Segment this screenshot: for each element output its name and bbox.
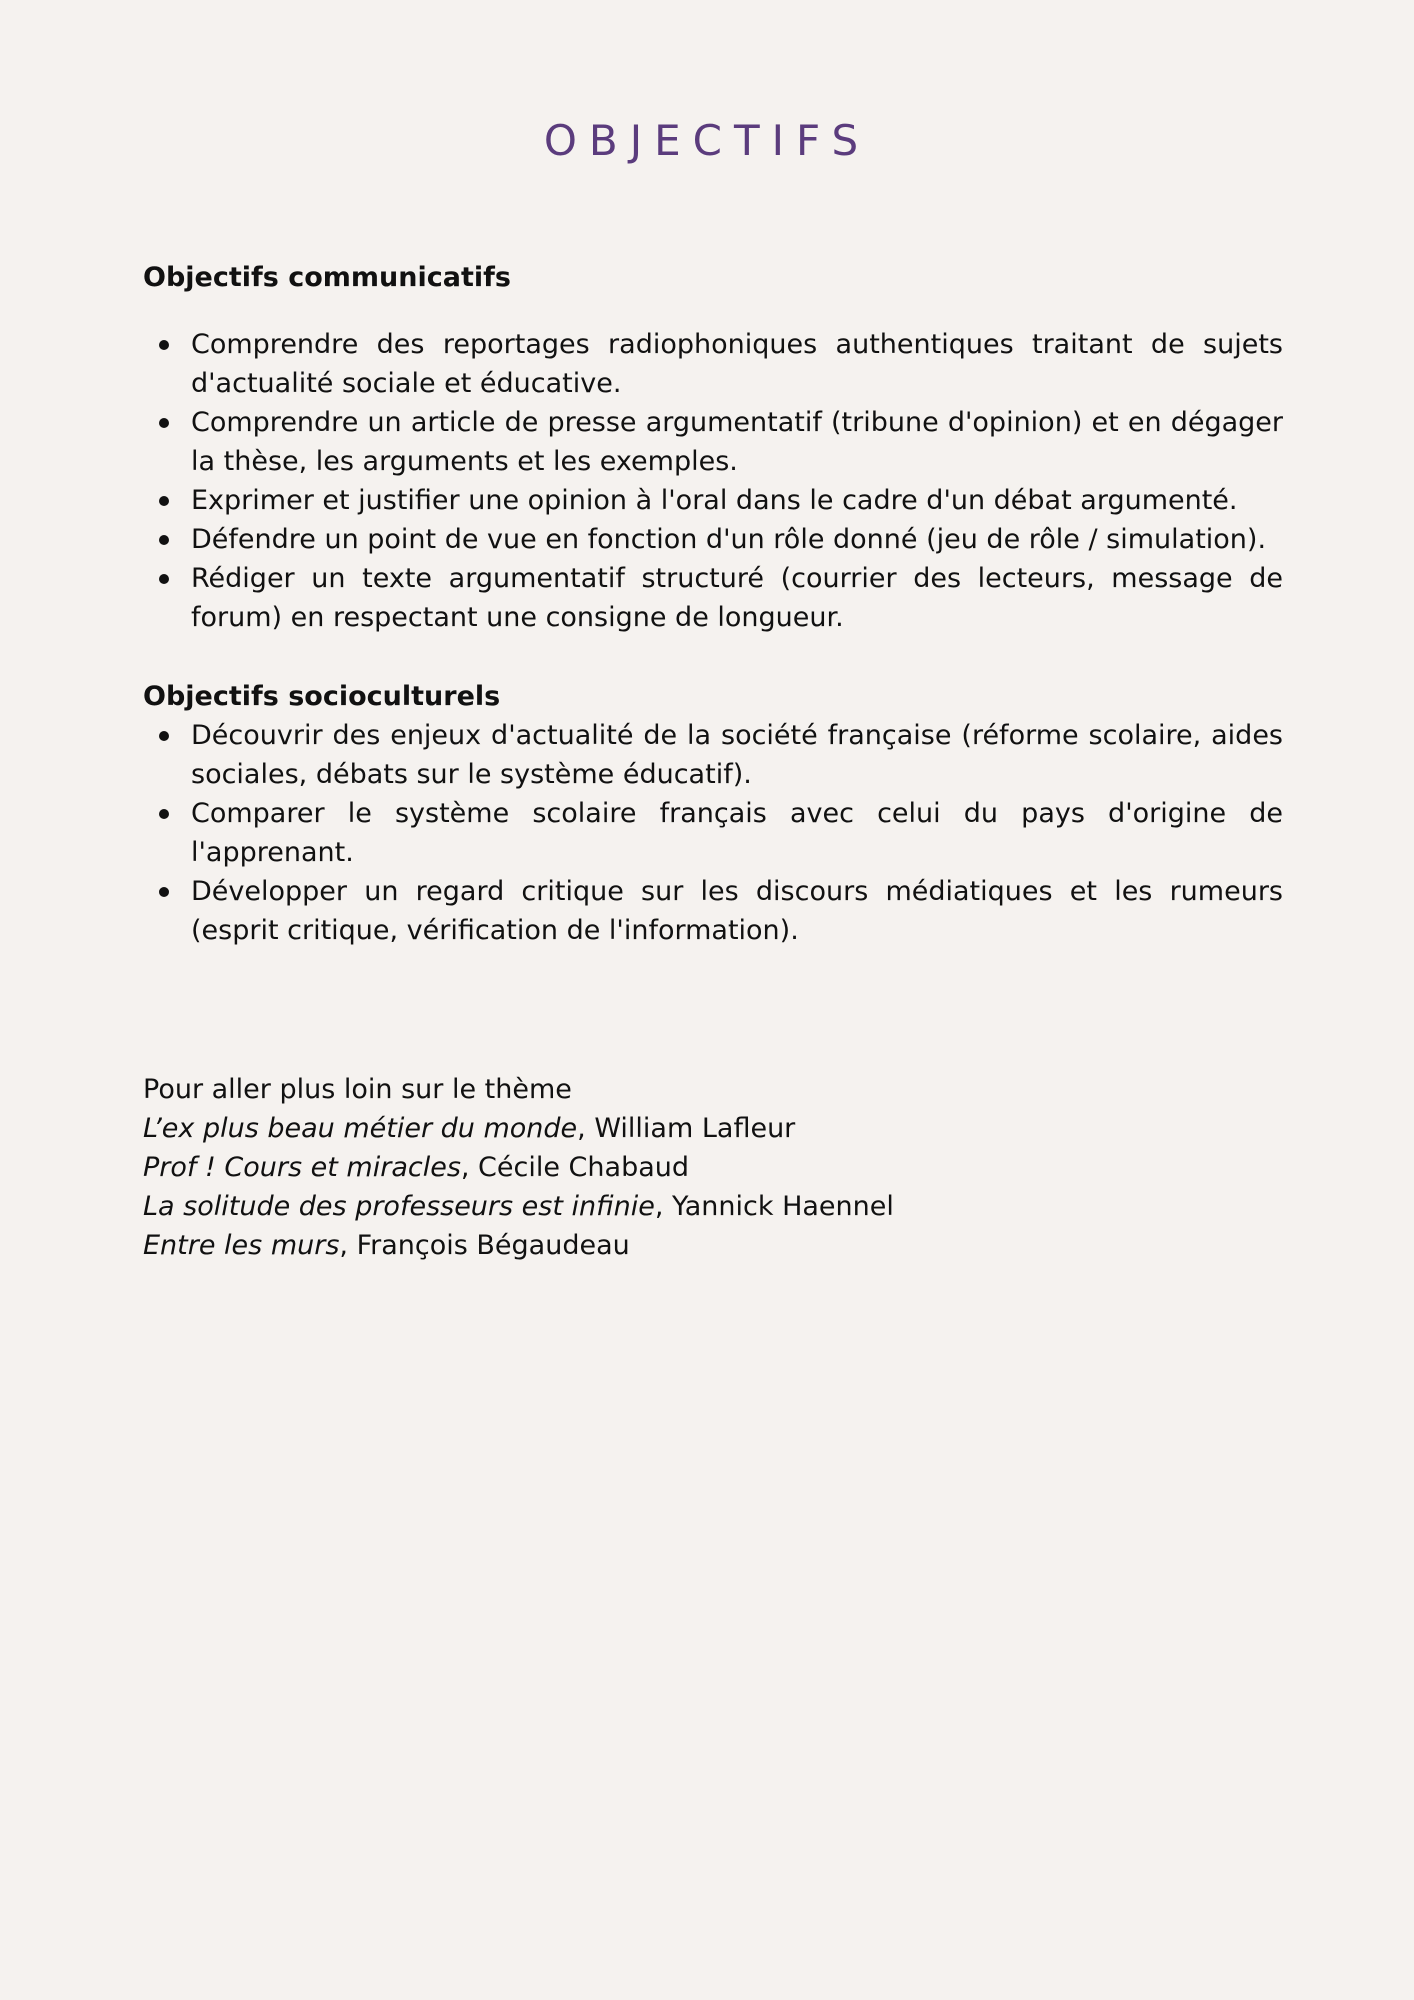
bullet-icon	[159, 574, 169, 584]
document-content	[143, 258, 1283, 1265]
list-item-text: Comprendre des reportages radiophoniques authentiques traitant de sujets d'actualité sociale et éducative.	[191, 329, 1283, 399]
list-item-text: Comparer le système scolaire français avec celui du pays d'origine de l'apprenant.	[191, 798, 1283, 868]
bullet-icon	[159, 340, 169, 350]
communicative-objectives-list	[143, 325, 1283, 637]
bullet-icon	[159, 496, 169, 506]
book-title: Entre les murs	[143, 1230, 340, 1261]
bullet-icon	[159, 535, 169, 545]
communicative-objectives-heading: Objectifs communicatifs	[143, 262, 511, 293]
list-item-text: Découvrir des enjeux d'actualité de la société française (réforme scolaire, aides sociales, débats sur le système éducatif).	[191, 720, 1283, 790]
book-reference	[143, 1109, 1283, 1148]
list-item	[143, 481, 1283, 520]
list-item	[143, 325, 1283, 403]
list-item-text: Exprimer et justifier une opinion à l'oral dans le cadre d'un débat argumenté.	[191, 485, 1238, 516]
book-title: L’ex plus beau métier du monde	[143, 1113, 578, 1144]
page-title: OBJECTIFS	[543, 116, 871, 165]
book-title: Prof ! Cours et miracles	[143, 1152, 461, 1183]
further-reading-intro: Pour aller plus loin sur le thème	[143, 1074, 572, 1105]
book-reference	[143, 1148, 1283, 1187]
bullet-icon	[159, 418, 169, 428]
list-item	[143, 872, 1283, 950]
bullet-icon	[159, 887, 169, 897]
book-author: , François Bégaudeau	[339, 1230, 630, 1261]
list-item-text: Développer un regard critique sur les discours médiatiques et les rumeurs (esprit critique, vérification de l'information).	[191, 876, 1283, 946]
book-author: , Yannick Haennel	[654, 1191, 894, 1222]
list-item	[143, 716, 1283, 794]
sociocultural-objectives-list	[143, 716, 1283, 950]
book-reference	[143, 1187, 1283, 1226]
list-item-text: Défendre un point de vue en fonction d'un rôle donné (jeu de rôle / simulation).	[191, 524, 1267, 555]
book-title: La solitude des professeurs est infinie	[143, 1191, 655, 1222]
book-reference	[143, 1226, 1283, 1265]
bullet-icon	[159, 809, 169, 819]
list-item-text: Rédiger un texte argumentatif structuré (courrier des lecteurs, message de forum) en respectant une consigne de longueur.	[191, 563, 1283, 633]
book-author: , William Lafleur	[577, 1113, 796, 1144]
book-author: , Cécile Chabaud	[460, 1152, 690, 1183]
bullet-icon	[159, 731, 169, 741]
list-item	[143, 794, 1283, 872]
list-item	[143, 559, 1283, 637]
list-item-text: Comprendre un article de presse argumentatif (tribune d'opinion) et en dégager la thèse, les arguments et les exemples.	[191, 407, 1283, 477]
list-item	[143, 520, 1283, 559]
further-reading	[143, 1070, 1283, 1265]
list-item	[143, 403, 1283, 481]
sociocultural-objectives-heading: Objectifs socioculturels	[143, 681, 501, 712]
